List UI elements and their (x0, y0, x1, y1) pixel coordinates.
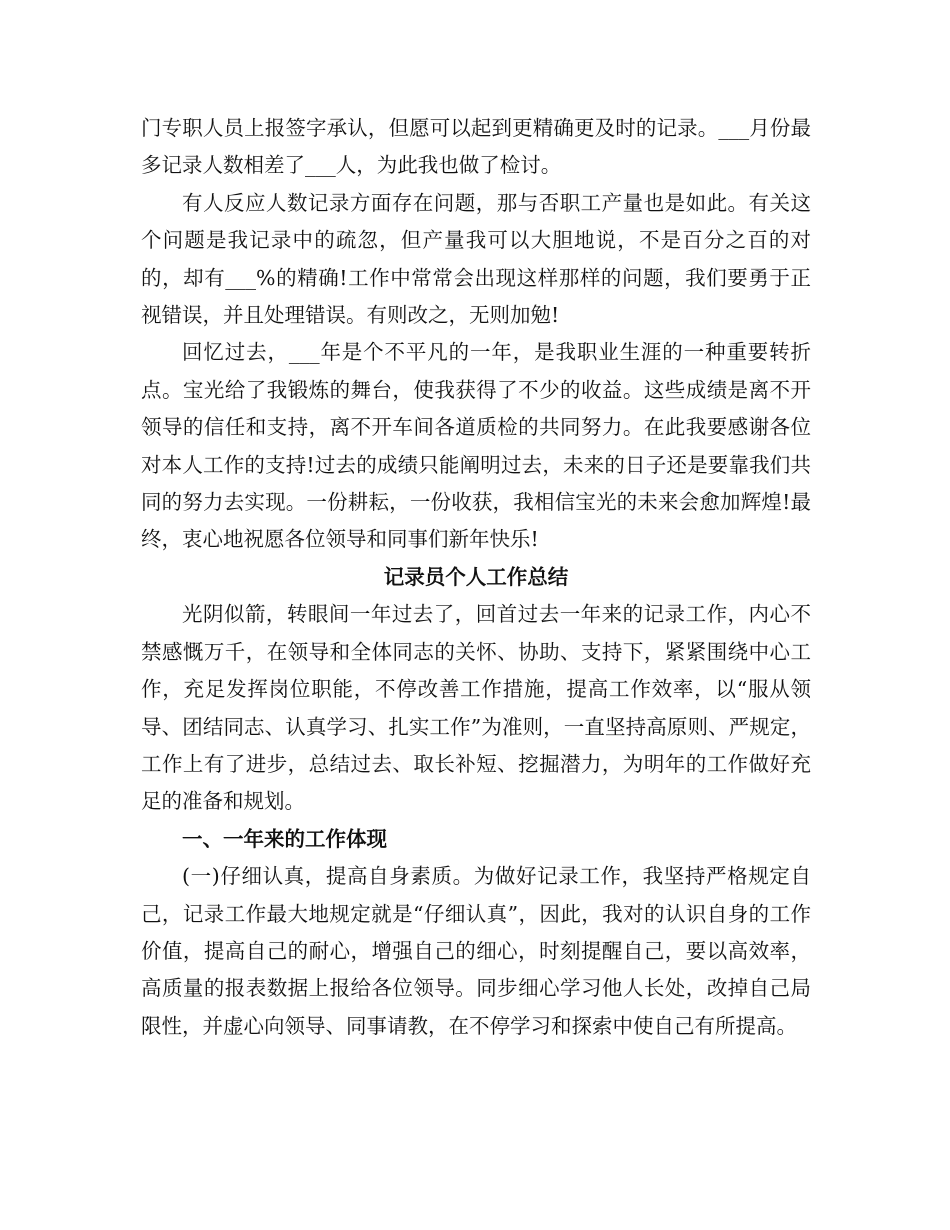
document-body (141, 110, 811, 1045)
paragraph-item-1: (一)仔细认真，提高自身素质。为做好记录工作，我坚持严格规定自己，记录工作最大地规定就是“仔细认真”，因此，我对的认识自身的工作价值，提高自己的耐心，增强自己的细心，时刻提醒自己，要以高效率，高质量的报表数据上报给各位领导。同步细心学习他人长处，改掉自己局限性，并虚心向领导、同事请教，在不停学习和探索中使自己有所提高。 (141, 864, 811, 1038)
paragraph-review: 回忆过去，___年是个不平凡的一年，是我职业生涯的一种重要转折点。宝光给了我锻炼的舞台，使我获得了不少的收益。这些成绩是离不开领导的信任和支持，离不开车间各道质检的共同努力。在此我要感谢各位对本人工作的支持!过去的成绩只能阐明过去，未来的日子还是要靠我们共同的努力去实现。一份耕耘，一份收获，我相信宝光的未来会愈加辉煌!最终，衷心地祝愿各位领导和同事们新年快乐! (141, 340, 811, 552)
paragraph-intro: 光阴似箭，转眼间一年过去了，回首过去一年来的记录工作，内心不禁感慨万千，在领导和全体同志的关怀、协助、支持下，紧紧围绕中心工作，充足发挥岗位职能，不停改善工作措施，提高工作效率，以“服从领导、团结同志、认真学习、扎实工作”为准则，一直坚持高原则、严规定，工作上有了进步，总结过去、取长补短、挖掘潜力，为明年的工作做好充足的准备和规划。 (141, 602, 811, 814)
section-heading-1: 一、一年来的工作体现 (182, 826, 387, 851)
section-title: 记录员个人工作总结 (383, 564, 569, 589)
paragraph-continued: 门专职人员上报签字承认，但愿可以起到更精确更及时的记录。___月份最多记录人数相差了___人，为此我也做了检讨。 (141, 116, 811, 178)
paragraph-issue: 有人反应人数记录方面存在问题，那与否职工产量也是如此。有关这个问题是我记录中的疏忽，但产量我可以大胆地说，不是百分之百的对的，却有___%的精确!工作中常常会出现这样那样的问题，我们要勇于正视错误，并且处理错误。有则改之，无则加勉! (141, 190, 811, 328)
